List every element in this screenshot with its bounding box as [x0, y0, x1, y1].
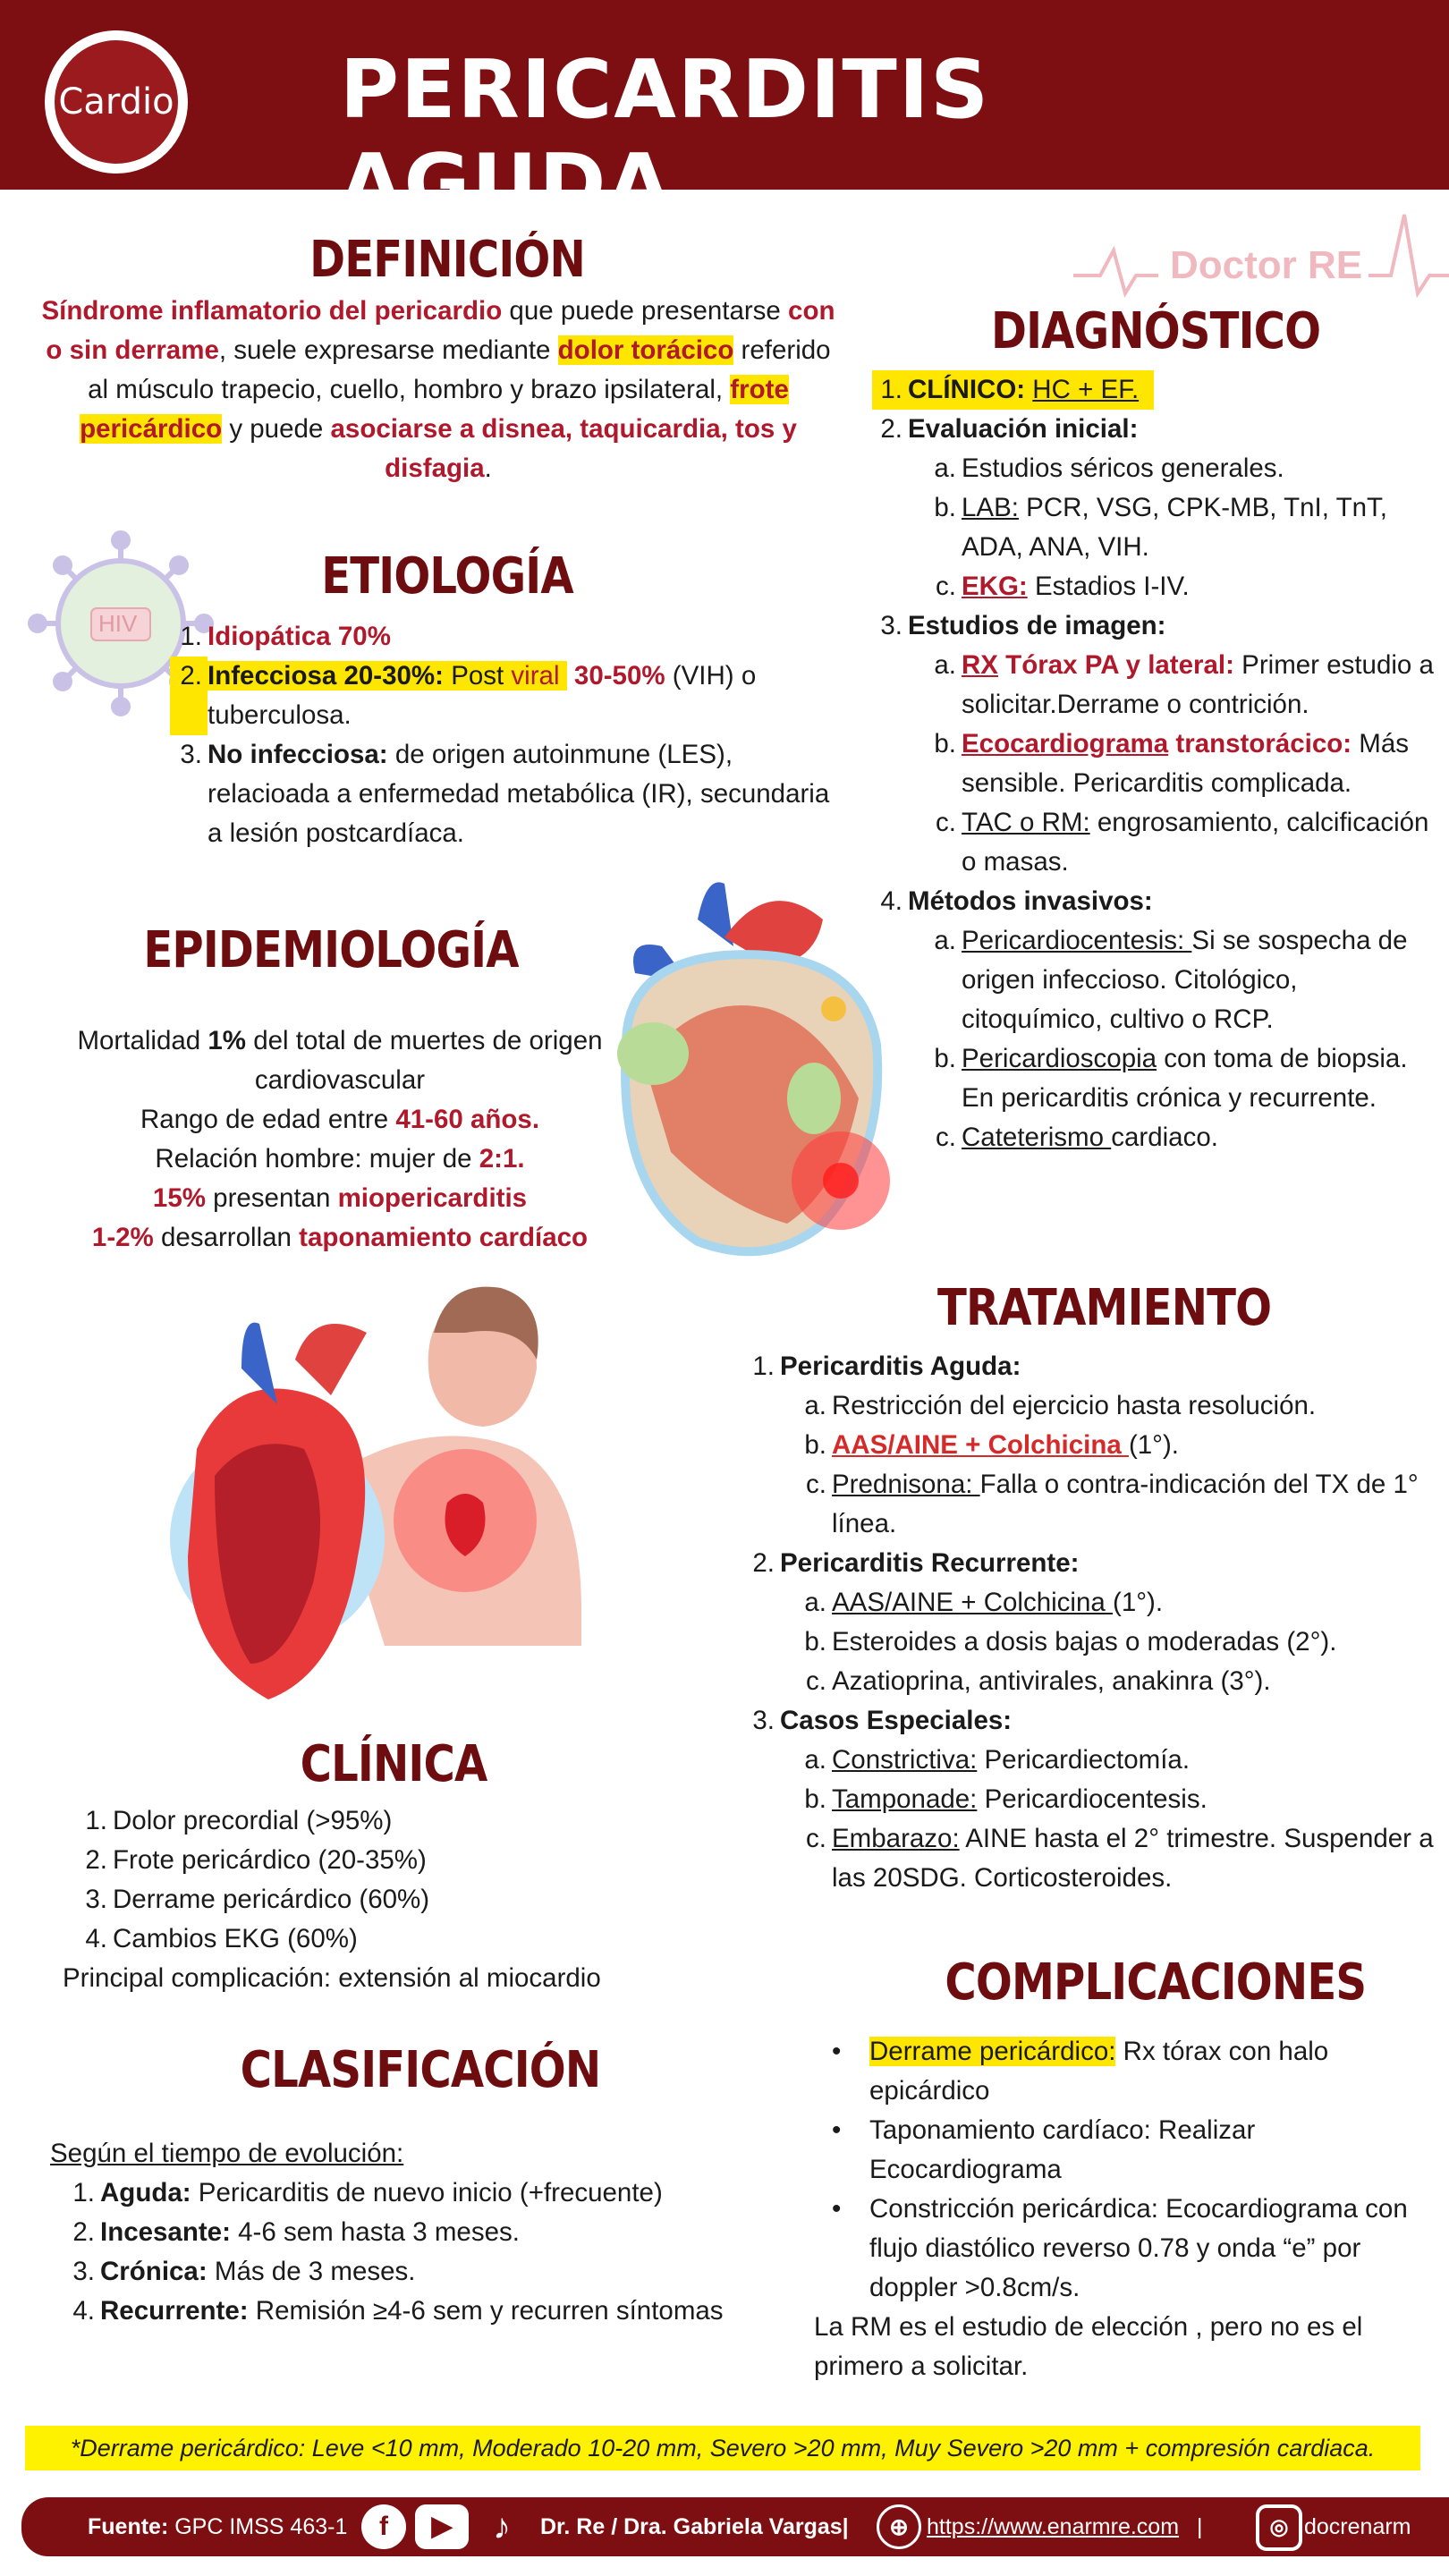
- item-text: Post: [444, 661, 512, 691]
- complicaciones-note: La RM es el estudio de elección , pero no es el primero a solicitar.: [814, 2312, 1363, 2381]
- item-text: Pericarditis de nuevo inicio (+frecuente): [191, 2178, 663, 2207]
- item-text: Cambios EKG (60%): [113, 1924, 358, 1953]
- epi-line: 1-2% desarrollan taponamiento cardíaco: [91, 1223, 589, 1252]
- epi-line: Relación hombre: mujer de 2:1.: [155, 1144, 525, 1174]
- item-number: 4.: [72, 2296, 95, 2326]
- list-item: a. AAS/AINE + Colchicina (1°).: [804, 1588, 1164, 1617]
- list-item: b. Ecocardiograma transtorácico: Más sensible. Pericarditis complicada.: [934, 729, 1410, 798]
- page-title: PERICARDITIS AGUDA: [340, 43, 991, 231]
- list-item: a. Pericardiocentesis: Si se sospecha de origen infeccioso. Citológico, citoquímico, cultivo o RCP.: [934, 926, 1408, 1034]
- tiktok-icon[interactable]: ♪: [493, 2507, 511, 2546]
- footnote-bar: *Derrame pericárdico: Leve <10 mm, Moderado 10-20 mm, Severo >20 mm, Muy Severo >20 mm + compresión cardiaca.: [25, 2426, 1420, 2470]
- list-item: b. Tamponade: Pericardiocentesis.: [804, 1784, 1208, 1814]
- globe-icon: ⊕: [877, 2504, 921, 2549]
- list-item: a. Constrictiva: Pericardiectomía.: [804, 1745, 1191, 1775]
- list-item: • Taponamiento cardíaco: Realizar Ecocardiograma: [832, 2115, 1256, 2184]
- diagnostico-list: [872, 370, 1445, 1157]
- list-item: [63, 1880, 760, 1919]
- item-text: Frote pericárdico (20-35%): [113, 1845, 427, 1875]
- watermark-text: Doctor RE: [1170, 243, 1363, 287]
- list-item: [63, 1919, 760, 1959]
- def-part: y puede: [222, 414, 331, 444]
- item-text: 30-50%: [573, 661, 665, 691]
- item-number: 3.: [85, 1885, 107, 1914]
- list-item: [170, 617, 832, 657]
- footer-handle[interactable]: docrenarm: [1304, 2514, 1411, 2539]
- logo-text: Cardio: [58, 81, 174, 123]
- item-text: (VIH) o tuberculosa.: [208, 661, 757, 730]
- list-item: b. LAB: PCR, VSG, CPK-MB, TnI, TnT, ADA, ANA, VIH.: [934, 493, 1387, 562]
- list-item: b. AAS/AINE + Colchicina (1°).: [804, 1430, 1180, 1460]
- item-number: 2.: [170, 657, 208, 735]
- youtube-icon[interactable]: ▶: [415, 2504, 469, 2549]
- item-number: 3.: [72, 2257, 95, 2286]
- clasificacion-title: CLASIFICACIÓN: [240, 2041, 601, 2099]
- list-item: 4. Métodos invasivos:: [880, 886, 1153, 916]
- instagram-icon[interactable]: ◎: [1256, 2504, 1302, 2551]
- list-item: 2. Pericarditis Recurrente:: [752, 1548, 1080, 1578]
- item-number: 4.: [85, 1924, 107, 1953]
- complicaciones-title: COMPLICACIONES: [945, 1953, 1367, 2012]
- def-highlight: dolor torácico: [557, 335, 734, 365]
- item-text: Derrame pericárdico (60%): [113, 1885, 430, 1914]
- etiologia-title: ETIOLOGÍA: [321, 547, 573, 606]
- virus-label: HIV: [98, 610, 138, 637]
- footer-bar: [21, 2497, 1449, 2556]
- tratamiento-list: [742, 1347, 1440, 1898]
- list-item: c. TAC o RM: engrosamiento, calcificación o masas.: [936, 808, 1429, 877]
- heart-illustration: [590, 866, 912, 1268]
- item-number: 3.: [180, 740, 202, 769]
- list-item: • Derrame pericárdico: Rx tórax con halo epicárdico: [832, 2037, 1329, 2106]
- item-text: Dolor precordial (>95%): [113, 1806, 393, 1835]
- item-number: 1.: [72, 2178, 95, 2207]
- def-part: referido al músculo trapecio, cuello, hombro y brazo ipsilateral,: [88, 335, 831, 404]
- list-item: [170, 657, 832, 735]
- clinica-list: [63, 1801, 760, 1998]
- item-content: [100, 2292, 724, 2331]
- item-bold: No infecciosa:: [208, 740, 388, 769]
- list-item: [50, 2252, 792, 2292]
- complicaciones-list: [814, 2032, 1440, 2386]
- clinica-title: CLÍNICA: [300, 1735, 487, 1793]
- epi-line: Mortalidad 1% del total de muertes de origen cardiovascular: [77, 1026, 603, 1095]
- list-item: 3. Estudios de imagen:: [880, 611, 1166, 640]
- item-content: [100, 2213, 520, 2252]
- item-bold: Infecciosa 20-30%:: [208, 661, 444, 691]
- item-number: 1.: [180, 622, 202, 651]
- item-content: [100, 2174, 663, 2213]
- epidemiologia-text: [36, 1021, 644, 1258]
- def-part: con o sin derrame: [46, 296, 835, 365]
- item-bold: Aguda:: [100, 2178, 191, 2207]
- list-item: 1. CLÍNICO: HC + EF.: [872, 370, 1445, 410]
- list-item: b. Esteroides a dosis bajas o moderadas (2°).: [804, 1627, 1337, 1657]
- item-text: de origen autoinmune (LES), relacioada a enfermedad metabólica (IR), secundaria a lesión postcardíaca.: [208, 740, 830, 848]
- list-item: [50, 2292, 792, 2331]
- clasificacion-block: [50, 2134, 792, 2331]
- def-part: .: [484, 453, 492, 483]
- list-item: [170, 735, 832, 853]
- etiologia-list: [170, 617, 832, 853]
- footer-separator: |: [1197, 2514, 1203, 2539]
- footer-source: Fuente: GPC IMSS 463-1: [88, 2514, 348, 2539]
- list-item: a. Restricción del ejercicio hasta resolución.: [804, 1391, 1317, 1420]
- clinica-complicacion: Principal complicación: extensión al miocardio: [63, 1963, 601, 1993]
- list-item: c. Prednisona: Falla o contra-indicación del TX de 1° línea.: [806, 1470, 1419, 1538]
- clasificacion-subtitle: Según el tiempo de evolución:: [50, 2139, 404, 2168]
- item-number: 1.: [85, 1806, 107, 1835]
- list-item: c. Embarazo: AINE hasta el 2° trimestre. Suspender a las 20SDG. Corticosteroides.: [806, 1824, 1434, 1893]
- def-part: , suele expresarse mediante: [218, 335, 558, 365]
- facebook-icon[interactable]: f: [361, 2504, 406, 2549]
- item-text: Remisión ≥4-6 sem y recurren síntomas: [248, 2296, 724, 2326]
- item-bold: Crónica:: [100, 2257, 208, 2286]
- list-item: a. Estudios séricos generales.: [934, 453, 1284, 483]
- def-part: Síndrome inflamatorio del pericardio: [41, 296, 503, 326]
- item-text: Más de 3 meses.: [207, 2257, 416, 2286]
- item-content: [100, 2252, 416, 2292]
- list-item: [63, 1841, 760, 1880]
- epi-line: Rango de edad entre 41-60 años.: [140, 1105, 540, 1134]
- list-item: a. RX Tórax PA y lateral: Primer estudio a solicitar.Derrame o contrición.: [934, 650, 1434, 719]
- item-number: 2.: [72, 2217, 95, 2247]
- header-bar: [0, 0, 1449, 231]
- definicion-title: DEFINICIÓN: [309, 231, 585, 289]
- footer-website-link[interactable]: https://www.enarmre.com: [927, 2514, 1180, 2539]
- def-highlight: frote pericárdico: [80, 375, 789, 444]
- list-item: 2. Evaluación inicial:: [880, 414, 1139, 444]
- list-item: 1. Pericarditis Aguda:: [752, 1352, 1021, 1381]
- list-item: c. Cateterismo cardiaco.: [936, 1123, 1218, 1152]
- list-item: • Constricción pericárdica: Ecocardiograma con flujo diastólico reverso 0.78 y onda “e” por doppler >0.8cm/s.: [832, 2194, 1408, 2302]
- item-text: 4-6 sem hasta 3 meses.: [230, 2217, 520, 2247]
- list-item: [50, 2174, 792, 2213]
- item-text: Idiopática 70%: [208, 622, 391, 651]
- list-item: c. EKG: Estadios I-IV.: [936, 572, 1190, 601]
- tratamiento-title: TRATAMIENTO: [937, 1279, 1272, 1337]
- def-part: que puede presentarse: [502, 296, 789, 326]
- item-number: 2.: [85, 1845, 107, 1875]
- def-part: asociarse a disnea, taquicardia, tos y disfagia: [330, 414, 797, 483]
- epidemiologia-title: EPIDEMIOLOGÍA: [143, 921, 519, 979]
- patient-illustration: [161, 1270, 644, 1726]
- footer-authors: Dr. Re / Dra. Gabriela Vargas|: [540, 2514, 849, 2539]
- epi-line: 15% presentan miopericarditis: [152, 1183, 528, 1213]
- diagnostico-title: DIAGNÓSTICO: [991, 302, 1321, 360]
- list-item: [50, 2213, 792, 2252]
- cardio-logo: [45, 30, 188, 174]
- list-item: c. Azatioprina, antivirales, anakinra (3°).: [806, 1666, 1271, 1696]
- list-item: 3. Casos Especiales:: [752, 1706, 1013, 1735]
- list-item: [63, 1801, 760, 1841]
- item-bold: Incesante:: [100, 2217, 231, 2247]
- item-bold: Recurrente:: [100, 2296, 249, 2326]
- list-item: b. Pericardioscopia con toma de biopsia. En pericarditis crónica y recurrente.: [934, 1044, 1408, 1113]
- item-text: viral: [511, 661, 560, 691]
- doctor-re-watermark: [1073, 206, 1449, 304]
- definicion-text: [36, 292, 841, 488]
